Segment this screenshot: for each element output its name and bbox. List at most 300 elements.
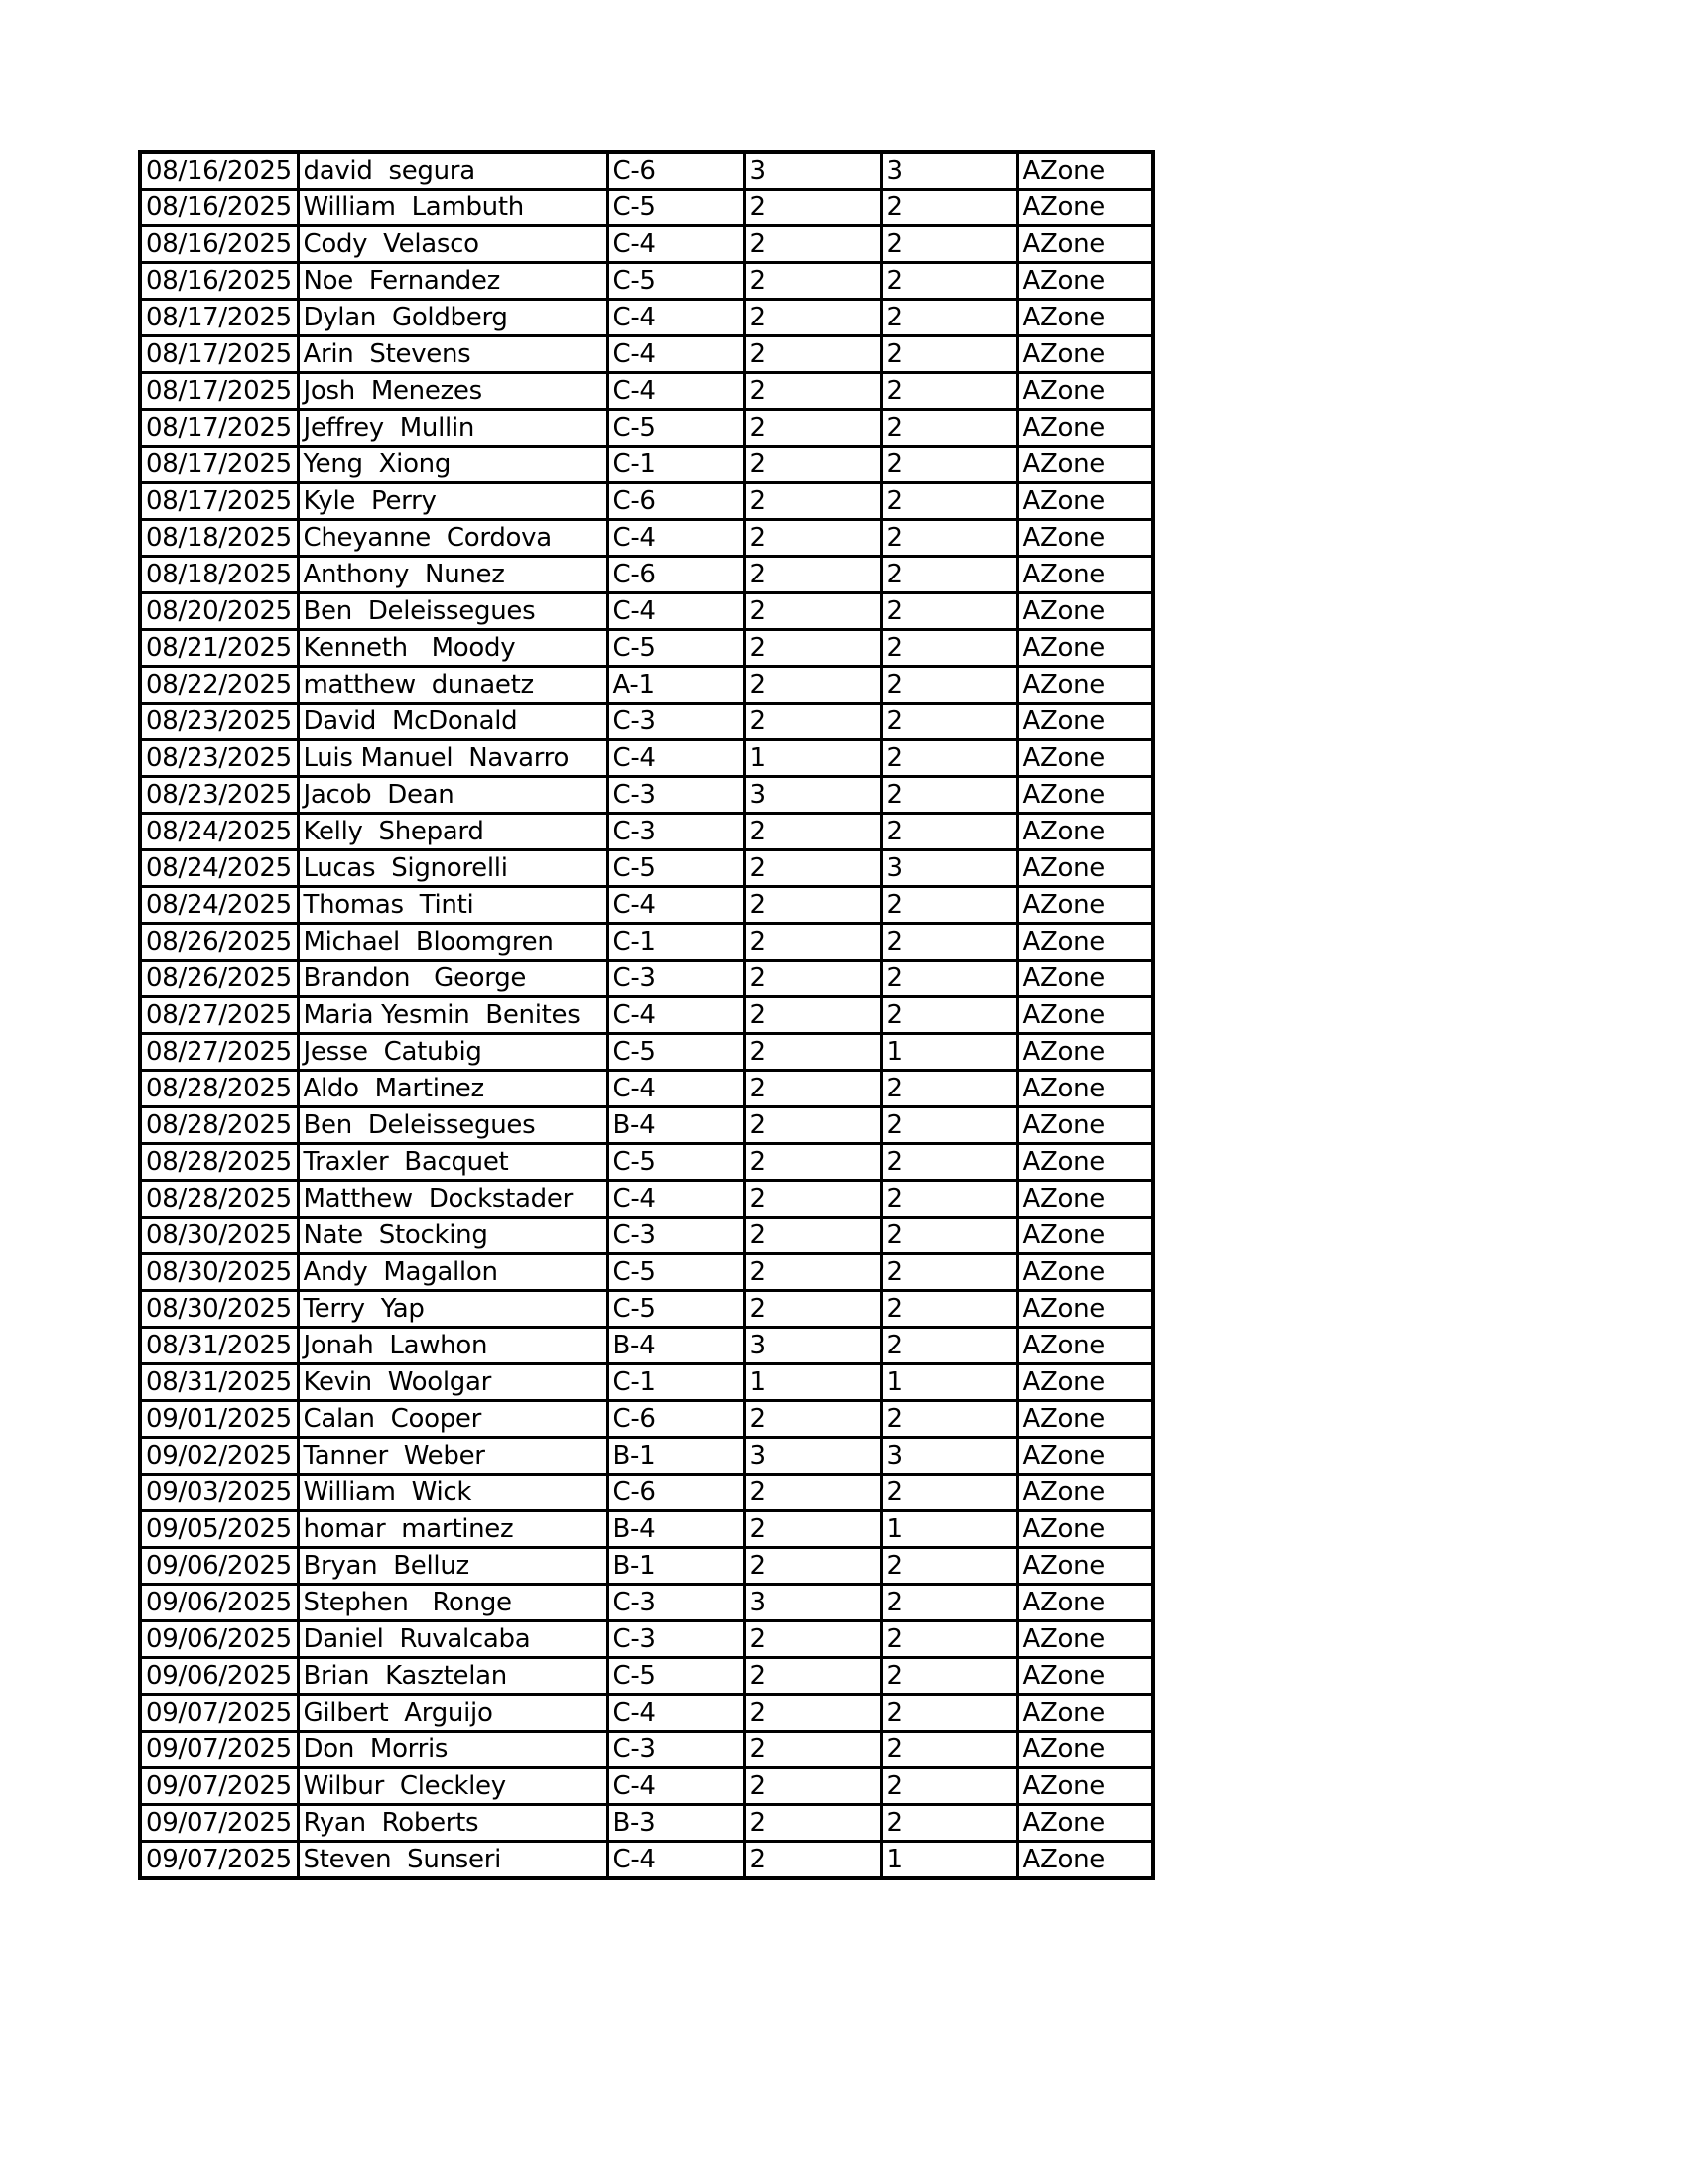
value-b-cell: 2 [881,1107,1017,1144]
table-row [140,924,1153,961]
date-cell: 09/07/2025 [140,1805,298,1842]
table-row [140,1181,1153,1218]
zone-cell: AZone [1017,630,1153,667]
date-cell: 08/26/2025 [140,961,298,997]
zone-cell: AZone [1017,336,1153,373]
table-row [140,410,1153,447]
zone-cell: AZone [1017,1071,1153,1107]
value-b-cell: 2 [881,483,1017,520]
name-cell: Tanner Weber [298,1438,607,1475]
zone-cell: AZone [1017,1254,1153,1291]
table-row [140,263,1153,300]
name-cell: Dylan Goldberg [298,300,607,336]
table-row [140,557,1153,593]
value-a-cell: 2 [744,850,881,887]
zone-cell: AZone [1017,263,1153,300]
name-cell: Cody Velasco [298,226,607,263]
code-cell: B-3 [607,1805,744,1842]
name-cell: matthew dunaetz [298,667,607,704]
value-b-cell: 2 [881,336,1017,373]
value-a-cell: 3 [744,1328,881,1364]
name-cell: Steven Sunseri [298,1842,607,1879]
zone-cell: AZone [1017,1695,1153,1732]
value-a-cell: 2 [744,704,881,740]
name-cell: Kevin Woolgar [298,1364,607,1401]
code-cell: B-1 [607,1438,744,1475]
records-table [138,150,1155,1880]
value-b-cell: 2 [881,373,1017,410]
code-cell: C-5 [607,1144,744,1181]
records-table-body [140,152,1153,1878]
value-b-cell: 2 [881,1805,1017,1842]
value-b-cell: 2 [881,1254,1017,1291]
date-cell: 09/07/2025 [140,1695,298,1732]
code-cell: C-4 [607,1695,744,1732]
code-cell: C-4 [607,887,744,924]
zone-cell: AZone [1017,447,1153,483]
value-a-cell: 2 [744,410,881,447]
date-cell: 08/21/2025 [140,630,298,667]
name-cell: Ben Deleissegues [298,593,607,630]
table-row [140,1585,1153,1621]
table-row [140,814,1153,850]
code-cell: C-6 [607,1401,744,1438]
name-cell: Michael Bloomgren [298,924,607,961]
date-cell: 08/24/2025 [140,887,298,924]
zone-cell: AZone [1017,1401,1153,1438]
table-row [140,1621,1153,1658]
value-a-cell: 2 [744,520,881,557]
value-a-cell: 3 [744,1438,881,1475]
date-cell: 08/17/2025 [140,300,298,336]
date-cell: 09/07/2025 [140,1732,298,1768]
date-cell: 08/22/2025 [140,667,298,704]
code-cell: B-4 [607,1107,744,1144]
code-cell: C-5 [607,1658,744,1695]
date-cell: 08/17/2025 [140,410,298,447]
name-cell: Don Morris [298,1732,607,1768]
table-row [140,1475,1153,1511]
name-cell: Cheyanne Cordova [298,520,607,557]
zone-cell: AZone [1017,300,1153,336]
date-cell: 08/23/2025 [140,777,298,814]
zone-cell: AZone [1017,1034,1153,1071]
code-cell: C-4 [607,520,744,557]
date-cell: 08/27/2025 [140,997,298,1034]
date-cell: 08/18/2025 [140,520,298,557]
name-cell: Noe Fernandez [298,263,607,300]
name-cell: Matthew Dockstader [298,1181,607,1218]
value-a-cell: 2 [744,1768,881,1805]
value-a-cell: 2 [744,1511,881,1548]
name-cell: Anthony Nunez [298,557,607,593]
code-cell: C-3 [607,777,744,814]
table-row [140,1695,1153,1732]
code-cell: C-5 [607,1291,744,1328]
value-b-cell: 2 [881,520,1017,557]
code-cell: C-6 [607,152,744,190]
value-b-cell: 2 [881,263,1017,300]
value-b-cell: 2 [881,557,1017,593]
name-cell: Gilbert Arguijo [298,1695,607,1732]
zone-cell: AZone [1017,1475,1153,1511]
code-cell: C-6 [607,483,744,520]
name-cell: Thomas Tinti [298,887,607,924]
zone-cell: AZone [1017,1621,1153,1658]
value-b-cell: 3 [881,1438,1017,1475]
name-cell: david segura [298,152,607,190]
table-row [140,190,1153,226]
code-cell: C-1 [607,924,744,961]
table-row [140,1328,1153,1364]
name-cell: Nate Stocking [298,1218,607,1254]
code-cell: C-5 [607,190,744,226]
table-row [140,850,1153,887]
date-cell: 08/17/2025 [140,447,298,483]
zone-cell: AZone [1017,520,1153,557]
value-a-cell: 2 [744,447,881,483]
value-b-cell: 2 [881,1585,1017,1621]
value-b-cell: 2 [881,997,1017,1034]
zone-cell: AZone [1017,924,1153,961]
name-cell: Kyle Perry [298,483,607,520]
code-cell: C-4 [607,226,744,263]
date-cell: 09/06/2025 [140,1621,298,1658]
value-b-cell: 3 [881,850,1017,887]
value-a-cell: 2 [744,1144,881,1181]
table-row [140,483,1153,520]
table-row [140,630,1153,667]
value-b-cell: 1 [881,1034,1017,1071]
value-b-cell: 2 [881,1291,1017,1328]
value-a-cell: 2 [744,1475,881,1511]
table-row [140,300,1153,336]
zone-cell: AZone [1017,1768,1153,1805]
date-cell: 08/27/2025 [140,1034,298,1071]
zone-cell: AZone [1017,1107,1153,1144]
date-cell: 08/16/2025 [140,226,298,263]
table-row [140,740,1153,777]
table-row [140,704,1153,740]
name-cell: Arin Stevens [298,336,607,373]
value-a-cell: 2 [744,1291,881,1328]
zone-cell: AZone [1017,1805,1153,1842]
code-cell: C-4 [607,373,744,410]
table-row [140,1658,1153,1695]
value-b-cell: 2 [881,814,1017,850]
table-row [140,1438,1153,1475]
value-a-cell: 3 [744,1585,881,1621]
zone-cell: AZone [1017,961,1153,997]
value-b-cell: 1 [881,1364,1017,1401]
value-a-cell: 2 [744,887,881,924]
name-cell: Lucas Signorelli [298,850,607,887]
date-cell: 08/16/2025 [140,152,298,190]
code-cell: C-5 [607,1034,744,1071]
code-cell: A-1 [607,667,744,704]
zone-cell: AZone [1017,1291,1153,1328]
date-cell: 09/05/2025 [140,1511,298,1548]
zone-cell: AZone [1017,1328,1153,1364]
name-cell: Maria Yesmin Benites [298,997,607,1034]
zone-cell: AZone [1017,997,1153,1034]
code-cell: B-4 [607,1511,744,1548]
date-cell: 08/30/2025 [140,1218,298,1254]
date-cell: 09/06/2025 [140,1548,298,1585]
name-cell: Jesse Catubig [298,1034,607,1071]
date-cell: 09/06/2025 [140,1658,298,1695]
code-cell: C-4 [607,1768,744,1805]
value-b-cell: 2 [881,777,1017,814]
name-cell: William Lambuth [298,190,607,226]
table-row [140,336,1153,373]
value-a-cell: 2 [744,924,881,961]
name-cell: Jonah Lawhon [298,1328,607,1364]
code-cell: C-4 [607,1842,744,1879]
zone-cell: AZone [1017,740,1153,777]
zone-cell: AZone [1017,814,1153,850]
date-cell: 08/17/2025 [140,373,298,410]
value-a-cell: 2 [744,1218,881,1254]
code-cell: C-4 [607,740,744,777]
code-cell: C-3 [607,1218,744,1254]
zone-cell: AZone [1017,190,1153,226]
name-cell: Traxler Bacquet [298,1144,607,1181]
code-cell: C-5 [607,630,744,667]
zone-cell: AZone [1017,373,1153,410]
code-cell: C-4 [607,1071,744,1107]
code-cell: C-5 [607,263,744,300]
value-a-cell: 2 [744,1401,881,1438]
table-row [140,1768,1153,1805]
date-cell: 09/07/2025 [140,1842,298,1879]
value-b-cell: 2 [881,1548,1017,1585]
code-cell: C-5 [607,410,744,447]
zone-cell: AZone [1017,1842,1153,1879]
value-a-cell: 2 [744,336,881,373]
zone-cell: AZone [1017,1585,1153,1621]
code-cell: C-3 [607,814,744,850]
value-b-cell: 2 [881,1658,1017,1695]
zone-cell: AZone [1017,1144,1153,1181]
value-b-cell: 2 [881,1695,1017,1732]
zone-cell: AZone [1017,1218,1153,1254]
table-row [140,593,1153,630]
name-cell: Bryan Belluz [298,1548,607,1585]
date-cell: 08/23/2025 [140,740,298,777]
table-row [140,1364,1153,1401]
date-cell: 08/16/2025 [140,263,298,300]
value-a-cell: 2 [744,557,881,593]
value-a-cell: 2 [744,1658,881,1695]
name-cell: Andy Magallon [298,1254,607,1291]
zone-cell: AZone [1017,557,1153,593]
code-cell: C-4 [607,593,744,630]
code-cell: C-6 [607,557,744,593]
name-cell: Terry Yap [298,1291,607,1328]
value-a-cell: 2 [744,961,881,997]
code-cell: C-1 [607,447,744,483]
value-a-cell: 2 [744,1254,881,1291]
value-b-cell: 2 [881,740,1017,777]
date-cell: 09/07/2025 [140,1768,298,1805]
table-row [140,447,1153,483]
zone-cell: AZone [1017,483,1153,520]
value-b-cell: 2 [881,887,1017,924]
value-a-cell: 2 [744,483,881,520]
table-row [140,1732,1153,1768]
value-b-cell: 2 [881,410,1017,447]
table-row [140,1254,1153,1291]
code-cell: C-4 [607,997,744,1034]
code-cell: B-1 [607,1548,744,1585]
value-b-cell: 2 [881,447,1017,483]
zone-cell: AZone [1017,704,1153,740]
code-cell: C-3 [607,704,744,740]
value-a-cell: 2 [744,814,881,850]
value-a-cell: 1 [744,1364,881,1401]
zone-cell: AZone [1017,777,1153,814]
table-row [140,1218,1153,1254]
value-a-cell: 2 [744,667,881,704]
value-b-cell: 2 [881,1621,1017,1658]
value-b-cell: 2 [881,300,1017,336]
code-cell: C-3 [607,1621,744,1658]
value-a-cell: 2 [744,1034,881,1071]
date-cell: 08/23/2025 [140,704,298,740]
value-a-cell: 2 [744,190,881,226]
date-cell: 08/24/2025 [140,814,298,850]
name-cell: Calan Cooper [298,1401,607,1438]
name-cell: Ryan Roberts [298,1805,607,1842]
code-cell: C-4 [607,336,744,373]
table-row [140,1144,1153,1181]
value-a-cell: 2 [744,1842,881,1879]
table-row [140,1842,1153,1879]
value-b-cell: 2 [881,961,1017,997]
date-cell: 08/31/2025 [140,1328,298,1364]
value-b-cell: 2 [881,1732,1017,1768]
table-row [140,667,1153,704]
table-row [140,1107,1153,1144]
date-cell: 08/16/2025 [140,190,298,226]
zone-cell: AZone [1017,1438,1153,1475]
date-cell: 08/28/2025 [140,1107,298,1144]
value-a-cell: 2 [744,593,881,630]
date-cell: 09/06/2025 [140,1585,298,1621]
date-cell: 09/03/2025 [140,1475,298,1511]
table-row [140,1291,1153,1328]
value-a-cell: 2 [744,263,881,300]
code-cell: C-4 [607,300,744,336]
code-cell: C-5 [607,1254,744,1291]
date-cell: 08/24/2025 [140,850,298,887]
name-cell: Jeffrey Mullin [298,410,607,447]
table-row [140,520,1153,557]
value-b-cell: 2 [881,226,1017,263]
value-b-cell: 2 [881,1768,1017,1805]
value-a-cell: 2 [744,373,881,410]
date-cell: 08/28/2025 [140,1181,298,1218]
code-cell: C-3 [607,961,744,997]
value-b-cell: 2 [881,1071,1017,1107]
table-row [140,373,1153,410]
name-cell: Kelly Shepard [298,814,607,850]
code-cell: C-4 [607,1181,744,1218]
value-a-cell: 2 [744,1732,881,1768]
name-cell: Jacob Dean [298,777,607,814]
table-row [140,997,1153,1034]
code-cell: C-6 [607,1475,744,1511]
value-b-cell: 2 [881,704,1017,740]
code-cell: B-4 [607,1328,744,1364]
value-a-cell: 3 [744,152,881,190]
table-row [140,1034,1153,1071]
value-a-cell: 2 [744,226,881,263]
name-cell: David McDonald [298,704,607,740]
date-cell: 09/02/2025 [140,1438,298,1475]
zone-cell: AZone [1017,1548,1153,1585]
table-row [140,777,1153,814]
zone-cell: AZone [1017,1511,1153,1548]
zone-cell: AZone [1017,410,1153,447]
value-b-cell: 2 [881,667,1017,704]
value-b-cell: 2 [881,1475,1017,1511]
name-cell: William Wick [298,1475,607,1511]
zone-cell: AZone [1017,1658,1153,1695]
value-b-cell: 2 [881,1401,1017,1438]
code-cell: C-3 [607,1732,744,1768]
table-row [140,1401,1153,1438]
zone-cell: AZone [1017,152,1153,190]
table-row [140,887,1153,924]
code-cell: C-5 [607,850,744,887]
zone-cell: AZone [1017,1732,1153,1768]
table-row [140,226,1153,263]
name-cell: homar martinez [298,1511,607,1548]
date-cell: 08/26/2025 [140,924,298,961]
value-b-cell: 3 [881,152,1017,190]
date-cell: 09/01/2025 [140,1401,298,1438]
value-a-cell: 2 [744,1621,881,1658]
zone-cell: AZone [1017,226,1153,263]
date-cell: 08/28/2025 [140,1144,298,1181]
zone-cell: AZone [1017,593,1153,630]
value-b-cell: 1 [881,1842,1017,1879]
name-cell: Stephen Ronge [298,1585,607,1621]
name-cell: Daniel Ruvalcaba [298,1621,607,1658]
name-cell: Luis Manuel Navarro [298,740,607,777]
table-row [140,1511,1153,1548]
value-a-cell: 2 [744,1548,881,1585]
name-cell: Wilbur Cleckley [298,1768,607,1805]
value-b-cell: 2 [881,593,1017,630]
zone-cell: AZone [1017,1181,1153,1218]
value-a-cell: 2 [744,1071,881,1107]
date-cell: 08/28/2025 [140,1071,298,1107]
value-a-cell: 2 [744,630,881,667]
date-cell: 08/20/2025 [140,593,298,630]
date-cell: 08/17/2025 [140,336,298,373]
table-row [140,961,1153,997]
name-cell: Brandon George [298,961,607,997]
table-row [140,1548,1153,1585]
name-cell: Brian Kasztelan [298,1658,607,1695]
date-cell: 08/30/2025 [140,1254,298,1291]
zone-cell: AZone [1017,667,1153,704]
name-cell: Aldo Martinez [298,1071,607,1107]
table-row [140,1071,1153,1107]
